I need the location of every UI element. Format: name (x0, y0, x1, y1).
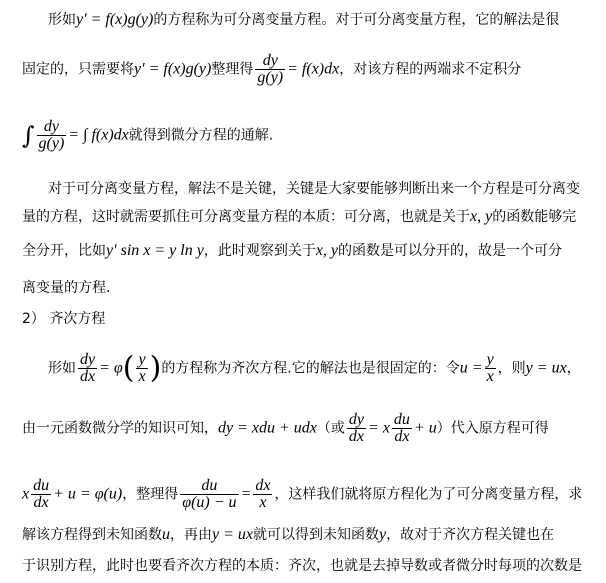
equation: y′ = f(x)g(y) (76, 11, 154, 28)
math: x, y (315, 242, 339, 259)
text: 的函数能够完 (492, 209, 577, 225)
section-heading (22, 310, 105, 328)
fraction: $\frac{y}{x}$ (486, 351, 494, 385)
fraction: $\frac{du}{dx}$ (33, 477, 50, 511)
text: ，则 (497, 360, 526, 377)
text: ，整理得 (122, 486, 179, 503)
fraction: $\frac{dy}{g(y)}$ (257, 52, 284, 86)
text: ，故对于齐次方程关键也在 (386, 527, 555, 543)
text: ，此时观察到关于 (203, 243, 316, 259)
text: 量的方程，这时就需要抓住可分离变量方程的本质：可分离，也就是关于 (22, 209, 470, 225)
fraction: $\frac{du}{dx}$ (393, 411, 410, 445)
math: + u = φ(u) (53, 485, 123, 503)
equation: y′ = f(x)g(y) (134, 60, 212, 78)
math: + u (413, 419, 437, 437)
text: 形如 (48, 360, 76, 377)
p2-line2 (22, 208, 576, 226)
math: y′ sin x = y ln y (106, 242, 204, 259)
p3-line4 (22, 526, 554, 544)
text: 由一元函数微分学的知识可知， (22, 420, 218, 437)
text: ，这样我们就将原方程化为了可分离变量方程，求 (274, 486, 583, 503)
text: 对于可分离变量方程，解法不是关键，关键是大家要能够判断出来一个方程是可分离变 (48, 181, 580, 197)
math: x, y (470, 208, 493, 225)
integral-sign: ∫ (22, 121, 35, 150)
p3-line1 (48, 352, 581, 385)
text: 解该方程得到未知函数 (22, 527, 162, 543)
text: 离变量的方程. (22, 280, 111, 296)
p2-line3 (22, 242, 562, 260)
text: 就可以得到未知函数 (253, 527, 379, 543)
math: u (162, 526, 170, 543)
math: y (379, 526, 387, 543)
p2-line4 (22, 279, 110, 297)
math: y = ux (525, 359, 567, 377)
fraction: $\frac{dy}{g(y)}$ (38, 118, 65, 152)
p3-line2 (22, 412, 549, 445)
p1-line1 (48, 11, 559, 29)
equation: = ∫ f(x)dx (68, 126, 129, 144)
text: 整理得 (211, 61, 254, 78)
math: u = (459, 359, 483, 377)
text: ，对该方程的两端求不定积分 (339, 61, 522, 78)
p1-line3 (22, 119, 273, 152)
fraction: $\frac{dx}{x}$ (255, 477, 271, 511)
fraction: $\frac{dy}{dx}$ (80, 351, 96, 385)
text: 全分开，比如 (22, 243, 106, 259)
text: ，再由 (170, 527, 212, 543)
math: = x (368, 419, 390, 437)
math: x (22, 485, 30, 503)
text: 的方程称为齐次方程.它的解法也是很固定的：令 (161, 360, 460, 377)
math: = (240, 485, 252, 503)
text: 的方程称为可分离变量方程。对于可分离变量方程，它的解法是很 (153, 12, 560, 28)
text: 的函数是可以分开的，故是一个可分 (338, 243, 563, 259)
fraction: $\frac{du}{\varphi(u) - u}$ (182, 477, 237, 511)
paren-left: ( (122, 350, 135, 386)
p1-line2 (22, 53, 521, 86)
math: = φ (99, 359, 123, 377)
heading-text: 2） 齐次方程 (22, 311, 106, 327)
text: 于识别方程，此时也要看齐次方程的本质：齐次，也就是去掉导数或者微分时每项的次数是 (22, 558, 582, 574)
text: ）代入原方程可得 (436, 420, 549, 437)
fraction: $\frac{y}{x}$ (138, 351, 146, 385)
text: 固定的，只需要将 (22, 61, 134, 78)
text: ， (566, 360, 581, 377)
equation: = f(x)dx (287, 60, 340, 78)
math: dy = xdu + udx (218, 419, 317, 437)
p3-line5 (22, 557, 582, 575)
fraction: $\frac{dy}{dx}$ (348, 411, 365, 445)
text: 形如 (48, 12, 76, 28)
text: 就得到微分方程的通解. (128, 127, 274, 144)
math: y = ux (212, 526, 253, 543)
text: （或 (316, 420, 345, 437)
paren-right: ) (149, 350, 162, 386)
p3-line3 (22, 478, 582, 511)
p2-line1 (48, 180, 580, 198)
